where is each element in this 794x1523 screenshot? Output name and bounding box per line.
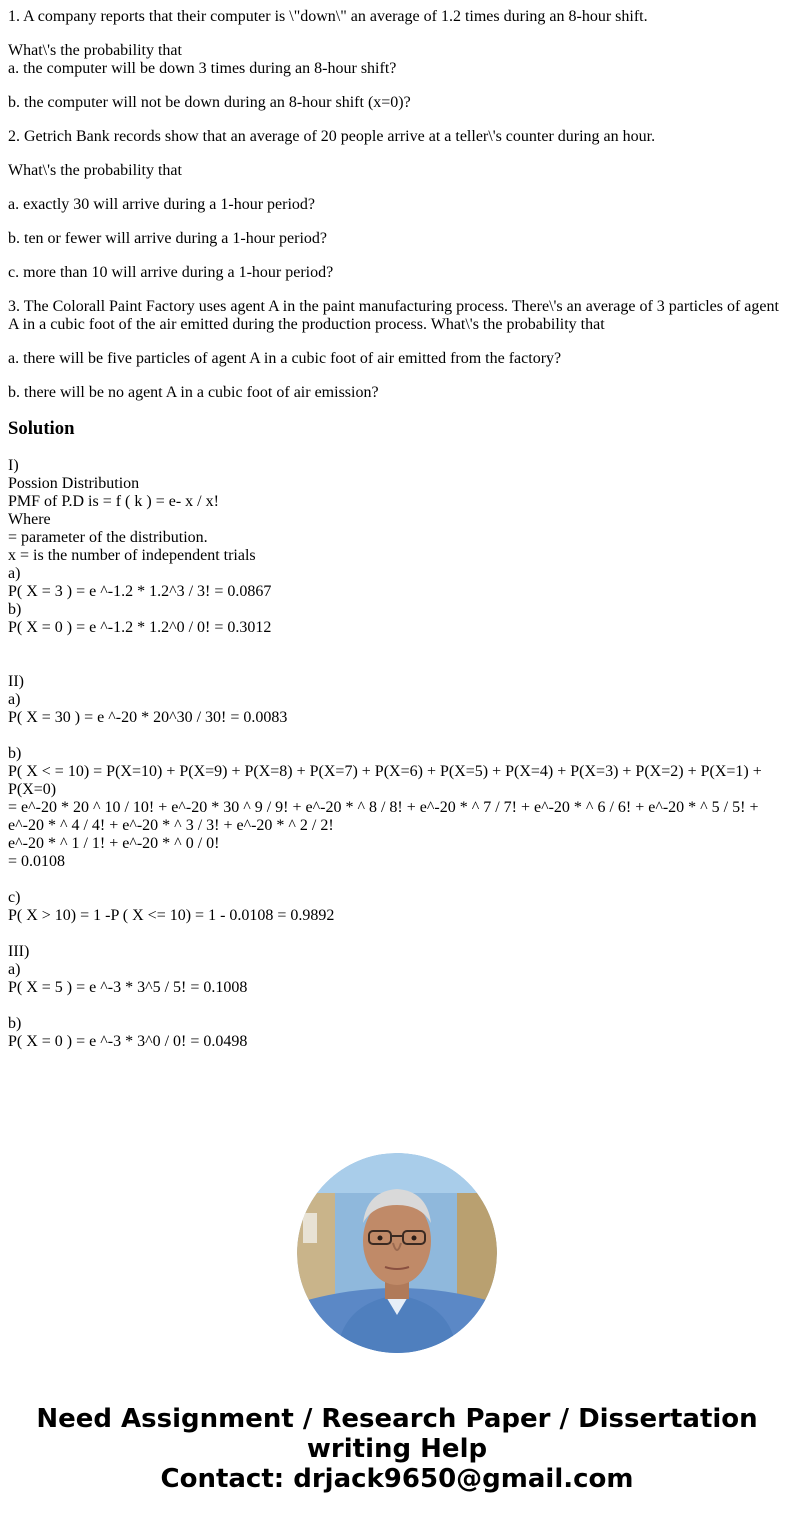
- question-3-intro: [8, 298, 786, 334]
- solution-line: = 0.0108: [8, 853, 66, 870]
- question-2-prompt: What\'s the probability that: [8, 162, 182, 179]
- question-1-parts: [8, 42, 786, 78]
- solution-body: [8, 457, 786, 1051]
- solution-line: x = is the number of independent trials: [8, 547, 256, 564]
- solution-line: = e^-20 * 20 ^ 10 / 10! + e^-20 * 30 ^ 9 / 9! + e^-20 * ^ 8 / 8! + e^-20 * ^ 7 / 7! + e^-20 * ^ 6 / 6! + e^-20 * ^ 5 / 5! + e^-20 * ^ 4 / 4! + e^-20 * ^ 3 / 3! + e^-20 * ^ 2 / 2!: [8, 799, 759, 834]
- footer-line-1: Need Assignment / Research Paper / Dissertation: [36, 1404, 758, 1434]
- solution-line: P( X < = 10) = P(X=10) + P(X=9) + P(X=8) + P(X=7) + P(X=6) + P(X=5) + P(X=4) + P(X=3) + P(X=2) + P(X=1) + P(X=0): [8, 763, 762, 798]
- solution-heading: Solution: [8, 418, 75, 439]
- solution-line: P( X = 0 ) = e ^-3 * 3^0 / 0! = 0.0498: [8, 1033, 248, 1050]
- solution-line: Where: [8, 511, 51, 528]
- portrait-image: [297, 1153, 497, 1353]
- solution-line: a): [8, 565, 21, 582]
- solution-line: Possion Distribution: [8, 475, 140, 492]
- solution-line: b): [8, 1015, 22, 1032]
- solution-line: b): [8, 745, 22, 762]
- spacer: [8, 925, 786, 943]
- question-2-text: 2. Getrich Bank records show that an average of 20 people arrive at a teller\'s counter during an hour.: [8, 128, 656, 145]
- question-3-part-b-block: [8, 384, 786, 402]
- solution-line: P( X > 10) = 1 -P ( X <= 10) = 1 - 0.0108 = 0.9892: [8, 907, 335, 924]
- solution-line: II): [8, 673, 24, 690]
- question-2-part-b: b. ten or fewer will arrive during a 1-hour period?: [8, 230, 327, 247]
- spacer: [8, 871, 786, 889]
- solution-line: III): [8, 943, 30, 960]
- author-photo: [297, 1153, 497, 1353]
- question-2-intro: [8, 128, 786, 146]
- solution-line: a): [8, 691, 21, 708]
- solution-line: P( X = 3 ) = e ^-1.2 * 1.2^3 / 3! = 0.0867: [8, 583, 272, 600]
- question-1-part-b: b. the computer will not be down during an 8-hour shift (x=0)?: [8, 94, 411, 111]
- question-3-part-b: b. there will be no agent A in a cubic foot of air emission?: [8, 384, 379, 401]
- question-3-part-a: a. there will be five particles of agent A in a cubic foot of air emitted from the factory?: [8, 350, 562, 367]
- question-3-text: 3. The Colorall Paint Factory uses agent A in the paint manufacturing process. There\'s an average of 3 particles of agent A in a cubic foot of the air emitted during the production process. What\'s the probability that: [8, 298, 779, 333]
- spacer: [8, 655, 786, 673]
- question-2-part-a-block: [8, 196, 786, 214]
- footer-line-2: writing Help: [306, 1434, 488, 1464]
- solution-line: e^-20 * ^ 1 / 1! + e^-20 * ^ 0 / 0!: [8, 835, 220, 852]
- spacer: [8, 997, 786, 1015]
- solution-line: I): [8, 457, 19, 474]
- question-1-part-b-block: [8, 94, 786, 112]
- solution-line: P( X = 0 ) = e ^-1.2 * 1.2^0 / 0! = 0.3012: [8, 619, 272, 636]
- question-3-part-a-block: [8, 350, 786, 368]
- question-2-prompt-block: [8, 162, 786, 180]
- question-2-part-c-block: [8, 264, 786, 282]
- solution-line: c): [8, 889, 21, 906]
- document-body: [8, 8, 786, 1051]
- solution-line: = parameter of the distribution.: [8, 529, 208, 546]
- spacer: [8, 637, 786, 655]
- footer-contact: Contact: drjack9650@gmail.com: [160, 1464, 634, 1494]
- footer-promo: [0, 1404, 794, 1494]
- question-2-part-a: a. exactly 30 will arrive during a 1-hour period?: [8, 196, 315, 213]
- solution-line: a): [8, 961, 21, 978]
- solution-line: P( X = 30 ) = e ^-20 * 20^30 / 30! = 0.0083: [8, 709, 288, 726]
- question-2-part-b-block: [8, 230, 786, 248]
- solution-line: b): [8, 601, 22, 618]
- question-1-part-a: a. the computer will be down 3 times during an 8-hour shift?: [8, 60, 397, 77]
- question-1-intro: [8, 8, 786, 26]
- question-1-text: 1. A company reports that their computer is \"down\" an average of 1.2 times during an 8-hour shift.: [8, 8, 648, 25]
- solution-line: PMF of P.D is = f ( k ) = e- x / x!: [8, 493, 219, 510]
- spacer: [8, 727, 786, 745]
- question-2-part-c: c. more than 10 will arrive during a 1-hour period?: [8, 264, 334, 281]
- solution-line: P( X = 5 ) = e ^-3 * 3^5 / 5! = 0.1008: [8, 979, 248, 996]
- question-1-prompt: What\'s the probability that: [8, 42, 182, 59]
